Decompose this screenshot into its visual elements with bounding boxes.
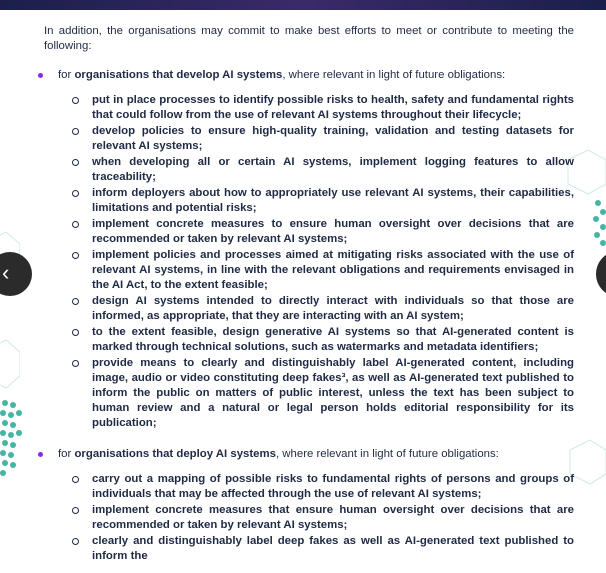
circle-bullet-icon (72, 298, 79, 305)
circle-bullet-icon (72, 360, 79, 367)
circle-bullet-icon (72, 252, 79, 259)
circle-bullet-icon (72, 159, 79, 166)
list-item: design AI systems intended to directly interact with individuals so that those are informed, as appropriate, that they are interacting with an AI system; (58, 294, 574, 324)
dot-pattern-left (0, 400, 22, 500)
bullet-icon (38, 73, 43, 78)
list-item: to the extent feasible, design generative AI systems so that AI-generated content is marked through technical solutions, such as watermarks and metadata identifiers; (58, 325, 574, 355)
intro-paragraph: In addition, the organisations may commit to make best efforts to meet or contribute to meeting the following: (44, 25, 574, 52)
circle-bullet-icon (72, 476, 79, 483)
top-banner (0, 0, 606, 10)
previous-page-button[interactable] (0, 252, 32, 296)
circle-bullet-icon (72, 538, 79, 545)
list-item: inform deployers about how to appropriately use relevant AI systems, their capabilities, limitations and potential risks; (58, 186, 574, 216)
chevron-left-icon: ‹ (2, 260, 10, 285)
list-item: implement policies and processes aimed at mitigating risks associated with the use of relevant AI systems, in line with the relevant obligations and requirements envisaged in the AI Act, to the extent feasible; (58, 248, 574, 293)
list-item: develop policies to ensure high-quality training, validation and testing datasets for relevant AI systems; (58, 124, 574, 154)
list-item: implement concrete measures to ensure human oversight over decisions that are recommended or taken by relevant AI systems; (58, 217, 574, 247)
circle-bullet-icon (72, 221, 79, 228)
list-item: clearly and distinguishably label deep fakes as well as AI-generated text published to inform the (58, 534, 574, 564)
section-develop (44, 68, 574, 431)
deploy-commitments-list (58, 472, 574, 564)
list-item: provide means to clearly and distinguishably label AI-generated content, including image, audio or video constituting deep fakes³, as well as AI-generated text published to inform the public on matters of public interest, unless the text has been subject to human review and a natural or legal person holds editorial responsibility for its publication; (58, 356, 574, 431)
section-deploy (44, 447, 574, 564)
section-lead: for organisations that develop AI systems, where relevant in light of future obligations: (58, 69, 506, 81)
circle-bullet-icon (72, 128, 79, 135)
section-lead: for organisations that deploy AI systems, where relevant in light of future obligations: (58, 448, 499, 460)
list-item: put in place processes to identify possible risks to health, safety and fundamental rights that could follow from the use of relevant AI systems throughout their lifecycle; (58, 93, 574, 123)
list-item: carry out a mapping of possible risks to fundamental rights of persons and groups of individuals that may be affected through the use of relevant AI systems; (58, 472, 574, 502)
circle-bullet-icon (72, 329, 79, 336)
list-item: implement concrete measures that ensure human oversight over decisions that are recommended or taken by relevant AI systems; (58, 503, 574, 533)
list-item: when developing all or certain AI systems, implement logging features to allow traceability; (58, 155, 574, 185)
circle-bullet-icon (72, 507, 79, 514)
circle-bullet-icon (72, 97, 79, 104)
bullet-icon (38, 452, 43, 457)
circle-bullet-icon (72, 190, 79, 197)
document-body (44, 24, 574, 573)
develop-commitments-list (58, 93, 574, 431)
